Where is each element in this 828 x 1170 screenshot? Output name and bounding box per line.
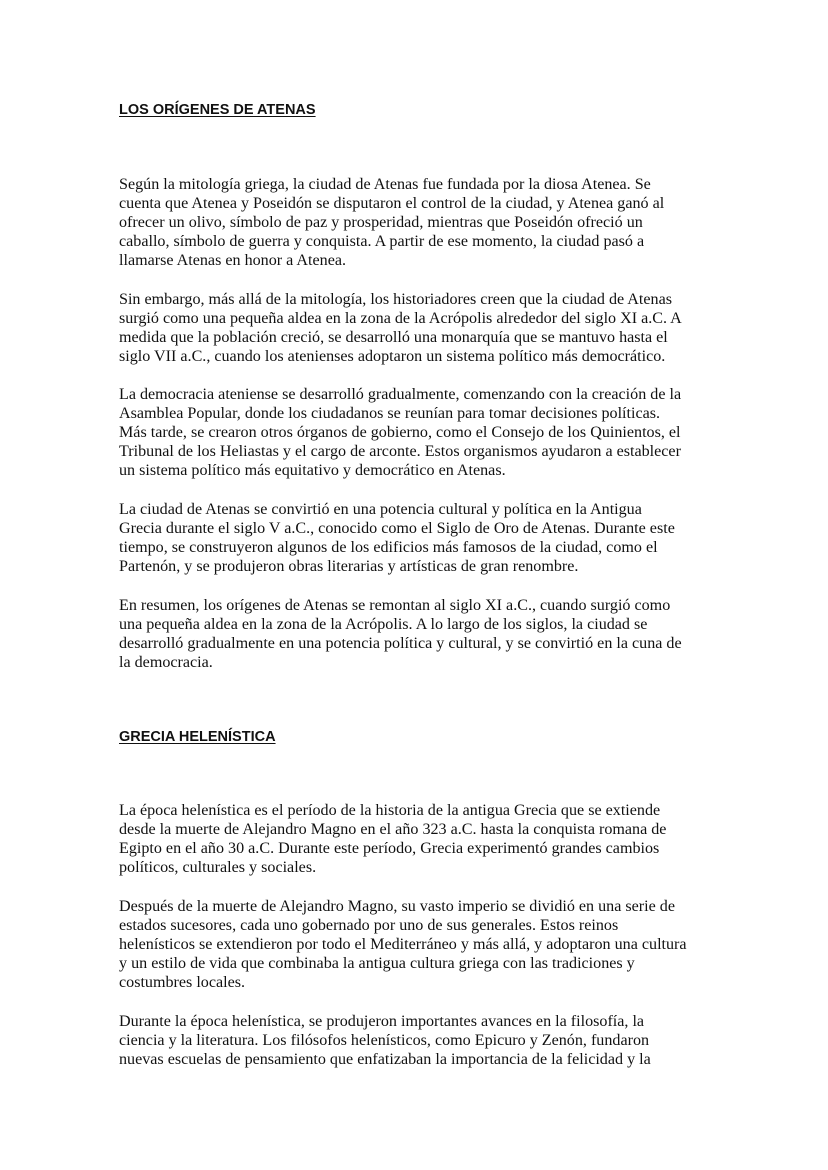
text-line: helenísticos se extendieron por todo el Mediterráneo y más allá, y adoptaron una cultura xyxy=(119,936,687,953)
text-line: un sistema político más equitativo y democrático en Atenas. xyxy=(119,462,506,479)
text-line: siglo VII a.C., cuando los atenienses adoptaron un sistema político más democrático. xyxy=(119,348,666,365)
text-line: Asamblea Popular, donde los ciudadanos se reunían para tomar decisiones políticas. xyxy=(119,405,661,422)
text-line: La ciudad de Atenas se convirtió en una potencia cultural y política en la Antigua xyxy=(119,501,642,518)
text-line: Grecia durante el siglo V a.C., conocido como el Siglo de Oro de Atenas. Durante este xyxy=(119,520,675,537)
text-line: tiempo, se construyeron algunos de los edificios más famosos de la ciudad, como el xyxy=(119,539,658,556)
text-line: nuevas escuelas de pensamiento que enfatizaban la importancia de la felicidad y la xyxy=(119,1051,651,1068)
text-line: desarrolló gradualmente en una potencia política y cultural, y se convirtió en la cuna de xyxy=(119,635,682,652)
text-line: cuenta que Atenea y Poseidón se disputaron el control de la ciudad, y Atenea ganó al xyxy=(119,195,665,212)
section-heading-grecia-helenistica: GRECIA HELENÍSTICA xyxy=(119,729,276,745)
text-line: ciencia y la literatura. Los filósofos helenísticos, como Epicuro y Zenón, fundaron xyxy=(119,1032,650,1049)
text-line: la democracia. xyxy=(119,654,213,671)
text-line: Egipto en el año 30 a.C. Durante este período, Grecia experimentó grandes cambios xyxy=(119,840,660,857)
text-line: costumbres locales. xyxy=(119,974,246,991)
text-line: La democracia ateniense se desarrolló gradualmente, comenzando con la creación de la xyxy=(119,386,682,403)
text-line: políticos, culturales y sociales. xyxy=(119,859,317,876)
text-line: Después de la muerte de Alejandro Magno, su vasto imperio se dividió en una serie de xyxy=(119,898,675,915)
text-line: En resumen, los orígenes de Atenas se remontan al siglo XI a.C., cuando surgió como xyxy=(119,597,671,614)
text-line: caballo, símbolo de guerra y conquista. A partir de ese momento, la ciudad pasó a xyxy=(119,233,645,250)
text-line: Partenón, y se produjeron obras literarias y artísticas de gran renombre. xyxy=(119,558,579,575)
text-line: medida que la población creció, se desarrolló una monarquía que se mantuvo hasta el xyxy=(119,329,668,346)
section-heading-origenes-atenas: LOS ORÍGENES DE ATENAS xyxy=(119,102,316,118)
text-line: Sin embargo, más allá de la mitología, los historiadores creen que la ciudad de Atenas xyxy=(119,291,672,308)
text-line: La época helenística es el período de la historia de la antigua Grecia que se extiende xyxy=(119,802,661,819)
text-line: estados sucesores, cada uno gobernado por uno de sus generales. Estos reinos xyxy=(119,917,619,934)
text-line: Durante la época helenística, se produjeron importantes avances en la filosofía, la xyxy=(119,1013,645,1030)
text-line: Tribunal de los Heliastas y el cargo de arconte. Estos organismos ayudaron a establecer xyxy=(119,443,681,460)
text-line: una pequeña aldea en la zona de la Acrópolis. A lo largo de los siglos, la ciudad se xyxy=(119,616,648,633)
text-line: ofrecer un olivo, símbolo de paz y prosperidad, mientras que Poseidón ofreció un xyxy=(119,214,643,231)
text-line: desde la muerte de Alejandro Magno en el año 323 a.C. hasta la conquista romana de xyxy=(119,821,667,838)
text-line: Más tarde, se crearon otros órganos de gobierno, como el Consejo de los Quinientos, el xyxy=(119,424,681,441)
text-line: llamarse Atenas en honor a Atenea. xyxy=(119,252,347,269)
text-line: Según la mitología griega, la ciudad de Atenas fue fundada por la diosa Atenea. Se xyxy=(119,176,651,193)
text-line: y un estilo de vida que combinaba la antigua cultura griega con las tradiciones y xyxy=(119,955,635,972)
text-line: surgió como una pequeña aldea en la zona de la Acrópolis alrededor del siglo XI a.C. A xyxy=(119,310,682,327)
